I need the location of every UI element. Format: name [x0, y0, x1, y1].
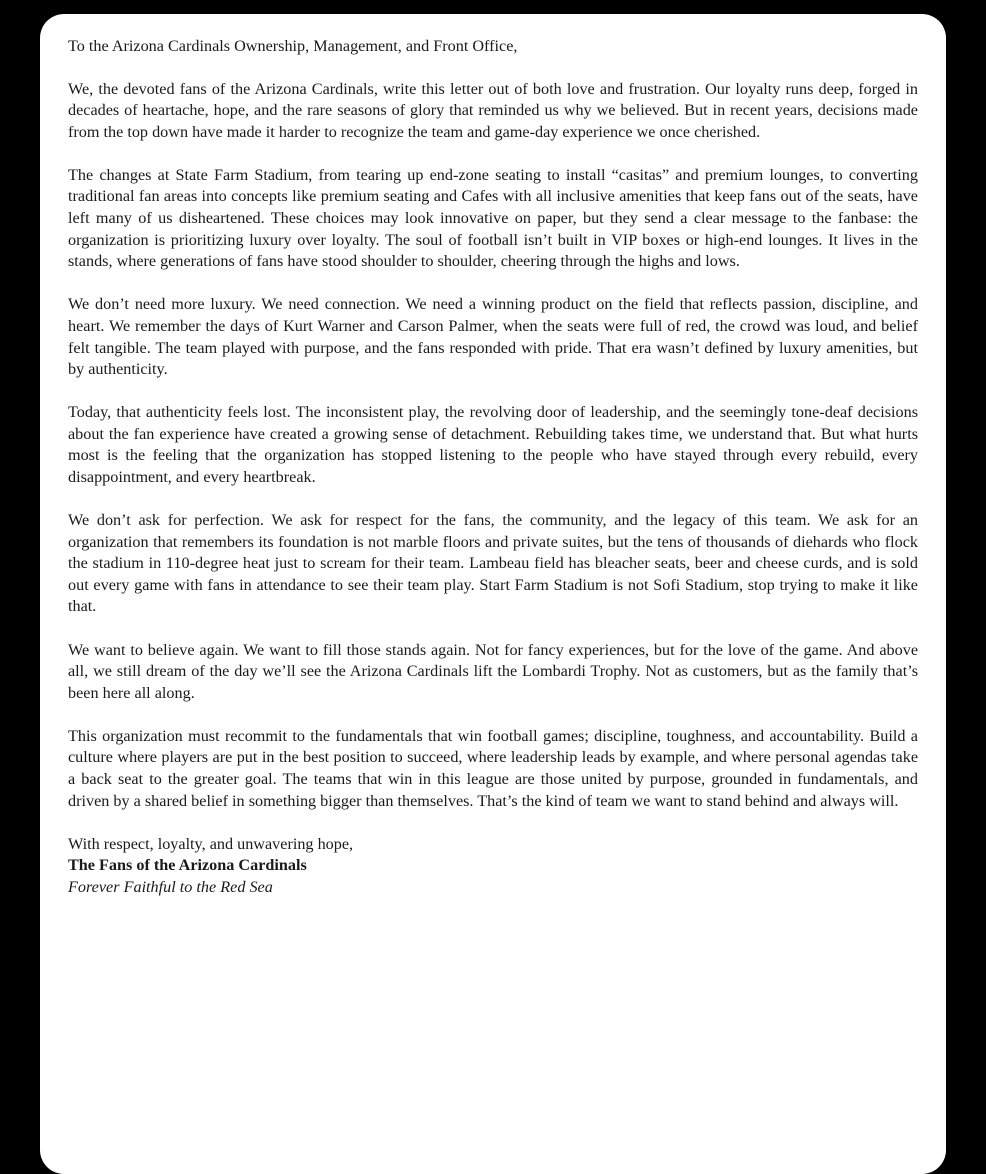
- letter-body: [68, 36, 918, 899]
- paragraph-believe-again: We want to believe again. We want to fill those stands again. Not for fancy experiences, but for the love of the game. And above all, we still dream of the day we’ll see the Arizona Cardinals lift the Lombardi Trophy. Not as customers, but as the family that’s been here all along.: [68, 640, 918, 702]
- tagline: Forever Faithful to the Red Sea: [68, 877, 273, 896]
- closing-line: With respect, loyalty, and unwavering hope,: [68, 834, 354, 853]
- paragraph-fundamentals: This organization must recommit to the fundamentals that win football games; discipline, toughness, and accountability. Build a culture where players are put in the best position to succeed, where leadership leads by example, and where personal agendas take a back seat to the greater goal. The teams that win in this league are those united by purpose, grounded in fundamentals, and driven by a shared belief in something bigger than themselves. That’s the kind of team we want to stand behind and always will.: [68, 726, 918, 810]
- paragraph-connection: We don’t need more luxury. We need connection. We need a winning product on the field that reflects passion, discipline, and heart. We remember the days of Kurt Warner and Carson Palmer, when the seats were full of red, the crowd was loud, and belief felt tangible. The team played with purpose, and the fans responded with pride. That era wasn’t defined by luxury amenities, but by authenticity.: [68, 295, 918, 379]
- signature: The Fans of the Arizona Cardinals: [68, 856, 307, 875]
- salutation: To the Arizona Cardinals Ownership, Management, and Front Office,: [68, 37, 518, 55]
- paragraph-respect: We don’t ask for perfection. We ask for respect for the fans, the community, and the legacy of this team. We ask for an organization that remembers its foundation is not marble floors and private suites, but the tens of thousands of diehards who flock the stadium in 110-degree heat just to scream for their team. Lambeau field has bleacher seats, beer and cheese curds, and is sold out every game with fans in attendance to see their team play. Start Farm Stadium is not Sofi Stadium, stop trying to make it like that.: [68, 511, 918, 616]
- letter-page: [40, 14, 946, 1174]
- paragraph-authenticity: Today, that authenticity feels lost. The inconsistent play, the revolving door of leadership, and the seemingly tone-deaf decisions about the fan experience have created a growing sense of detachment. Rebuilding takes time, we understand that. But what hurts most is the feeling that the organization has stopped listening to the people who have stayed through every rebuild, every disappointment, and every heartbreak.: [68, 403, 918, 486]
- paragraph-stadium-changes: The changes at State Farm Stadium, from tearing up end-zone seating to install “casitas” and premium lounges, to converting traditional fan areas into concepts like premium seating and Cafes with all inclusive amenities that keep fans out of the seats, have left many of us disheartened. These choices may look innovative on paper, but they send a clear message to the fanbase: the organization is prioritizing luxury over loyalty. The soul of football isn’t built in VIP boxes or high-end lounges. It lives in the stands, where generations of fans have stood shoulder to shoulder, cheering through the highs and lows.: [68, 165, 918, 271]
- closing-block: [68, 834, 918, 899]
- paragraph-intro: We, the devoted fans of the Arizona Cardinals, write this letter out of both love and frustration. Our loyalty runs deep, forged in decades of heartache, hope, and the rare seasons of glory that reminded us why we believed. But in recent years, decisions made from the top down have made it harder to recognize the team and game-day experience we once cherished.: [68, 79, 918, 141]
